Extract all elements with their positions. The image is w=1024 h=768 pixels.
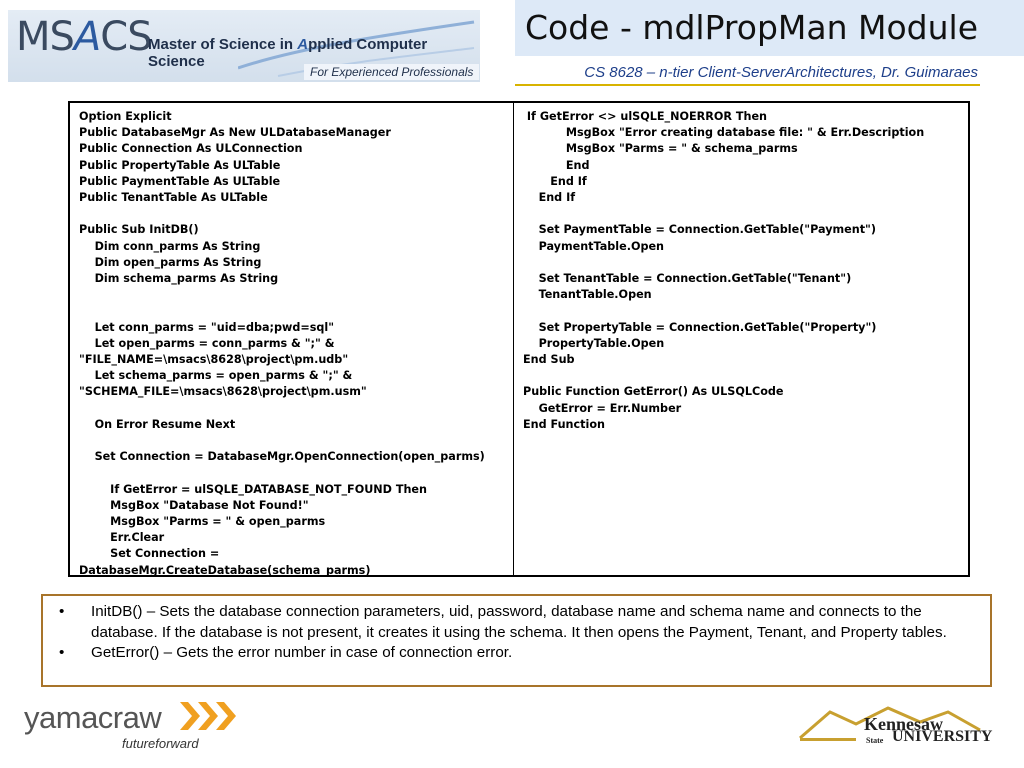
code-line (79, 206, 513, 222)
code-line: Option Explicit (79, 110, 172, 123)
yamacraw-tagline: futureforward (122, 736, 199, 751)
code-line: Dim schema_parms As String (79, 272, 279, 286)
code-line: Set Connection = (79, 547, 220, 561)
code-line: PropertyTable.Open (523, 336, 665, 350)
code-line: "FILE_NAME=\msacs\8628\project\pm.udb" (79, 353, 349, 366)
code-line: Dim conn_parms As String (79, 239, 261, 253)
code-line: Err.Clear (79, 531, 165, 545)
ksu-name-line1: Kennesaw (864, 714, 944, 734)
msacs-logo (8, 10, 480, 82)
code-line: MsgBox "Error creating database file: " & Err.Description (523, 126, 925, 140)
code-line: Set TenantTable = Connection.GetTable("Tenant") (523, 272, 852, 285)
code-line (79, 303, 513, 319)
code-line: "SCHEMA_FILE=\msacs\8628\project\pm.usm" (79, 385, 367, 399)
header-divider (515, 84, 980, 86)
logo-title: Master of Science in Applied Computer Science (148, 36, 428, 70)
code-line: Set PaymentTable = Connection.GetTable("Payment") (523, 223, 877, 237)
slide-title: Code - mdlPropMan Module (515, 0, 1024, 56)
bullet-icon: • (59, 603, 65, 620)
code-line: If GetError = ulSQLE_DATABASE_NOT_FOUND Then (79, 482, 427, 496)
code-line: PaymentTable.Open (523, 239, 665, 253)
ksu-state: State (866, 736, 884, 745)
note-item (51, 643, 976, 664)
code-line: Let conn_parms = "uid=dba;pwd=sql" (79, 320, 335, 334)
chevrons-icon (178, 698, 240, 734)
code-line: Set Connection = DatabaseMgr.OpenConnection(open_parms) (79, 450, 485, 464)
code-line: End (523, 158, 590, 172)
code-line (523, 368, 968, 384)
code-line: End If (523, 174, 587, 188)
code-line: Let open_parms = conn_parms & ";" & (79, 336, 335, 350)
code-line: Dim open_parms As String (79, 255, 262, 269)
code-line (79, 401, 513, 417)
yamacraw-logo (24, 696, 224, 756)
code-line: Public TenantTable As ULTable (79, 191, 268, 205)
code-line: End If (523, 191, 576, 205)
code-line: Public Sub InitDB() (79, 223, 199, 237)
code-line: Set PropertyTable = Connection.GetTable("Property") (523, 320, 877, 334)
code-column-right (514, 103, 968, 575)
note-item (51, 602, 976, 643)
yamacraw-wordmark: yamacraw (24, 700, 162, 735)
ksu-logo (796, 704, 1008, 752)
code-line: TenantTable.Open (523, 288, 652, 302)
code-line: MsgBox "Parms = " & schema_parms (523, 142, 798, 156)
ksu-name-line2: UNIVERSITY (892, 728, 993, 745)
code-line: MsgBox "Parms = " & open_parms (79, 514, 326, 528)
code-line: Public PropertyTable As ULTable (79, 158, 281, 172)
code-line (79, 465, 513, 481)
bullet-icon: • (59, 644, 65, 661)
code-line: Public Connection As ULConnection (79, 142, 303, 156)
code-line: GetError = Err.Number (523, 401, 682, 415)
code-line: Let schema_parms = open_parms & ";" & (79, 369, 353, 383)
code-line: MsgBox "Database Not Found!" (79, 498, 309, 512)
course-line: CS 8628 – n-tier Client-ServerArchitectures, Dr. Guimaraes (584, 64, 978, 81)
code-line (79, 433, 513, 449)
msacs-wordmark: MSACS (16, 14, 152, 60)
code-line: End Sub (523, 353, 575, 366)
code-line: Public DatabaseMgr As New ULDatabaseManager (79, 126, 391, 140)
code-line (79, 287, 513, 303)
code-line: Public Function GetError() As ULSQLCode (523, 385, 784, 399)
logo-tagline: For Experienced Professionals (304, 64, 479, 80)
code-line: If GetError <> ulSQLE_NOERROR Then (523, 110, 768, 123)
code-line (523, 206, 968, 222)
code-line: DatabaseMgr.CreateDatabase(schema_parms) (79, 563, 371, 577)
code-line: End Function (523, 417, 605, 431)
code-line: On Error Resume Next (79, 417, 236, 431)
code-line (523, 255, 968, 271)
code-table (68, 101, 970, 577)
note-text: GetError() – Gets the error number in case of connection error. (91, 644, 513, 661)
code-column-left (70, 103, 514, 575)
notes-box (41, 594, 992, 687)
code-line (523, 303, 968, 319)
code-line: Public PaymentTable As ULTable (79, 174, 281, 188)
note-text: InitDB() – Sets the database connection parameters, uid, password, database name and schema name and connects to the database. If the database is not present, it creates it using the schema. It then opens the Payment, Tenant, and Property tables. (91, 603, 947, 641)
